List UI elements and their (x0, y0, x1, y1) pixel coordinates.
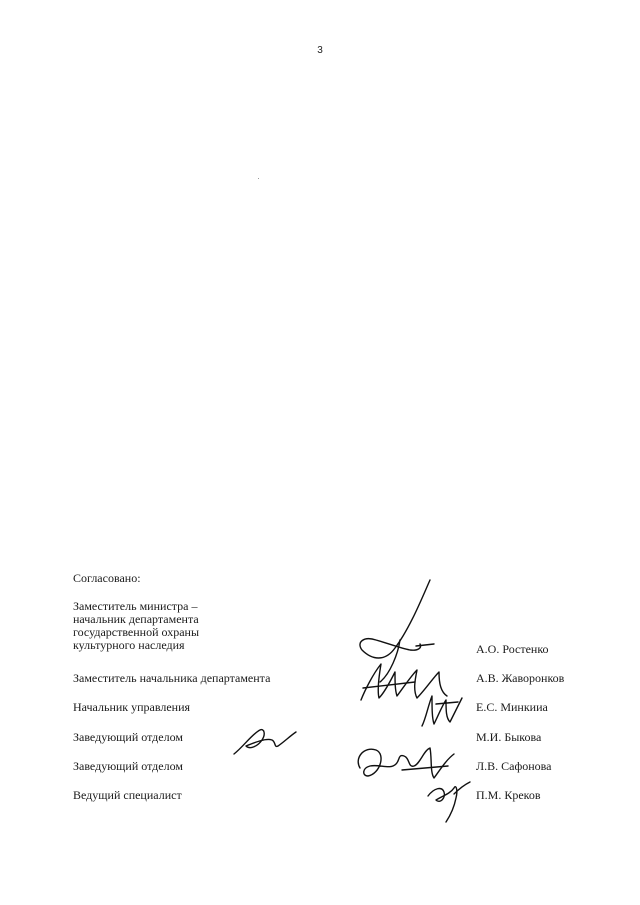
position-line: Заведующий отделом (73, 759, 183, 773)
approver-position (73, 731, 183, 744)
scan-speck (258, 178, 259, 179)
position-line: Ведущий специалист (73, 788, 182, 802)
approver-name: А.В. Жаворонков (476, 671, 565, 685)
position-line: Начальник управления (73, 700, 191, 714)
position-line: Заместитель начальника департамента (73, 671, 271, 685)
position-line: государственной охраны (73, 625, 200, 639)
approver-position (73, 701, 190, 714)
position-line: Заместитель министра – (73, 599, 198, 613)
approver-name: А.О. Ростенко (476, 642, 549, 656)
approval-heading: Согласовано: (73, 571, 141, 585)
approver-position (73, 760, 183, 773)
signature-6 (424, 776, 474, 824)
signature-3 (418, 690, 464, 730)
approver-name: Л.В. Сафонова (476, 759, 552, 773)
approver-position (73, 789, 182, 802)
approver-position (73, 600, 199, 652)
approver-position (73, 672, 270, 685)
page-number: 3 (317, 45, 323, 56)
approver-name: М.И. Быкова (476, 730, 542, 744)
position-line: начальник департамента (73, 612, 199, 626)
position-line: Заведующий отделом (73, 730, 183, 744)
position-line: культурного наследия (73, 638, 185, 652)
approver-name: П.М. Креков (476, 788, 541, 802)
approver-name: Е.С. Минкииа (476, 700, 548, 714)
signature-4 (230, 724, 300, 760)
